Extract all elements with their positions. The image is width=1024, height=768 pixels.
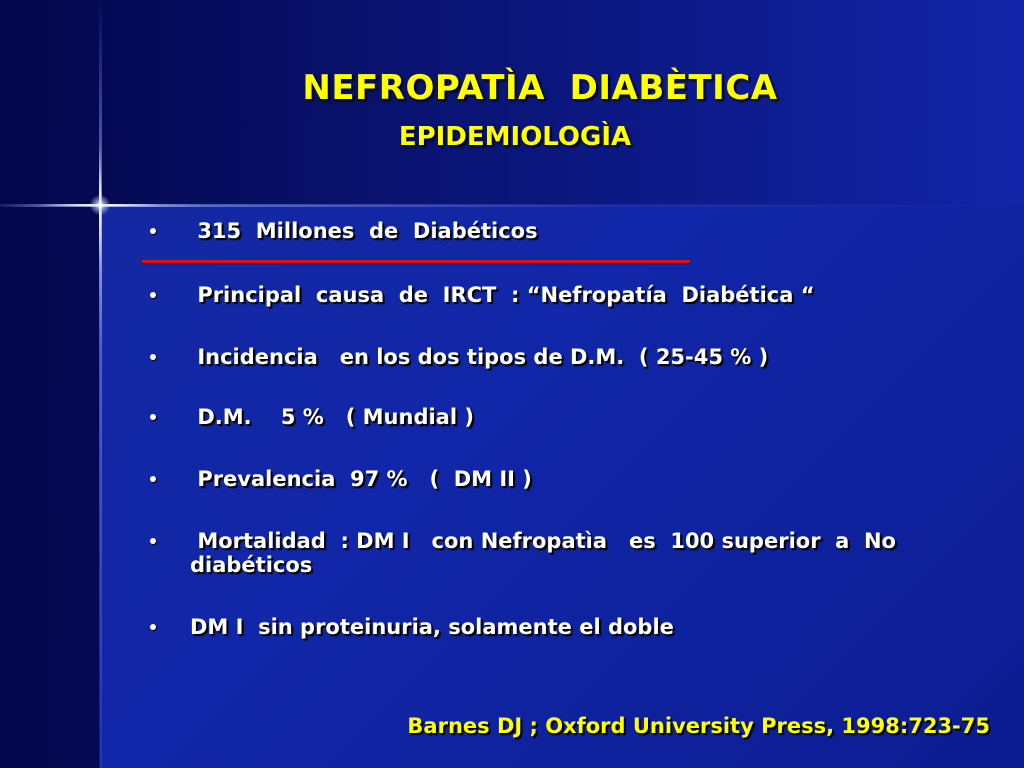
bullet-text: Incidencia en los dos tipos de D.M. ( 25-45 % ) — [190, 345, 769, 369]
bullet-text: D.M. 5 % ( Mundial ) — [190, 405, 474, 429]
bullet-text: 315 Millones de Diabéticos — [190, 219, 538, 243]
bullet-text: Prevalencia 97 % ( DM II ) — [190, 467, 532, 491]
bullet-icon — [150, 228, 156, 234]
bullet-icon — [150, 624, 156, 630]
bullet-icon — [150, 292, 156, 298]
bullet-icon — [150, 476, 156, 482]
bullet-item — [150, 467, 970, 491]
bullet-item — [150, 529, 960, 577]
slide-title: NEFROPATÌA DIABÈTICA — [302, 68, 778, 108]
slide-subtitle: EPIDEMIOLOGÌA — [398, 122, 632, 152]
bullet-item — [150, 219, 970, 243]
bullet-item — [150, 405, 970, 429]
bullet-icon — [150, 354, 156, 360]
bullet-text: Mortalidad : DM I con Nefropatìa es 100 superior a No diabéticos — [190, 529, 904, 577]
citation: Barnes DJ ; Oxford University Press, 1998:723-75 — [407, 714, 990, 738]
bullet-item — [150, 283, 970, 307]
bullet-item — [150, 345, 970, 369]
bullet-icon — [150, 538, 156, 544]
red-underline — [142, 260, 690, 263]
bullet-text: Principal causa de IRCT : “Nefropatía Diabética “ — [190, 283, 815, 307]
bullet-text: DM I sin proteinuria, solamente el doble — [190, 615, 674, 639]
bullet-item — [150, 615, 970, 639]
bullet-icon — [150, 414, 156, 420]
